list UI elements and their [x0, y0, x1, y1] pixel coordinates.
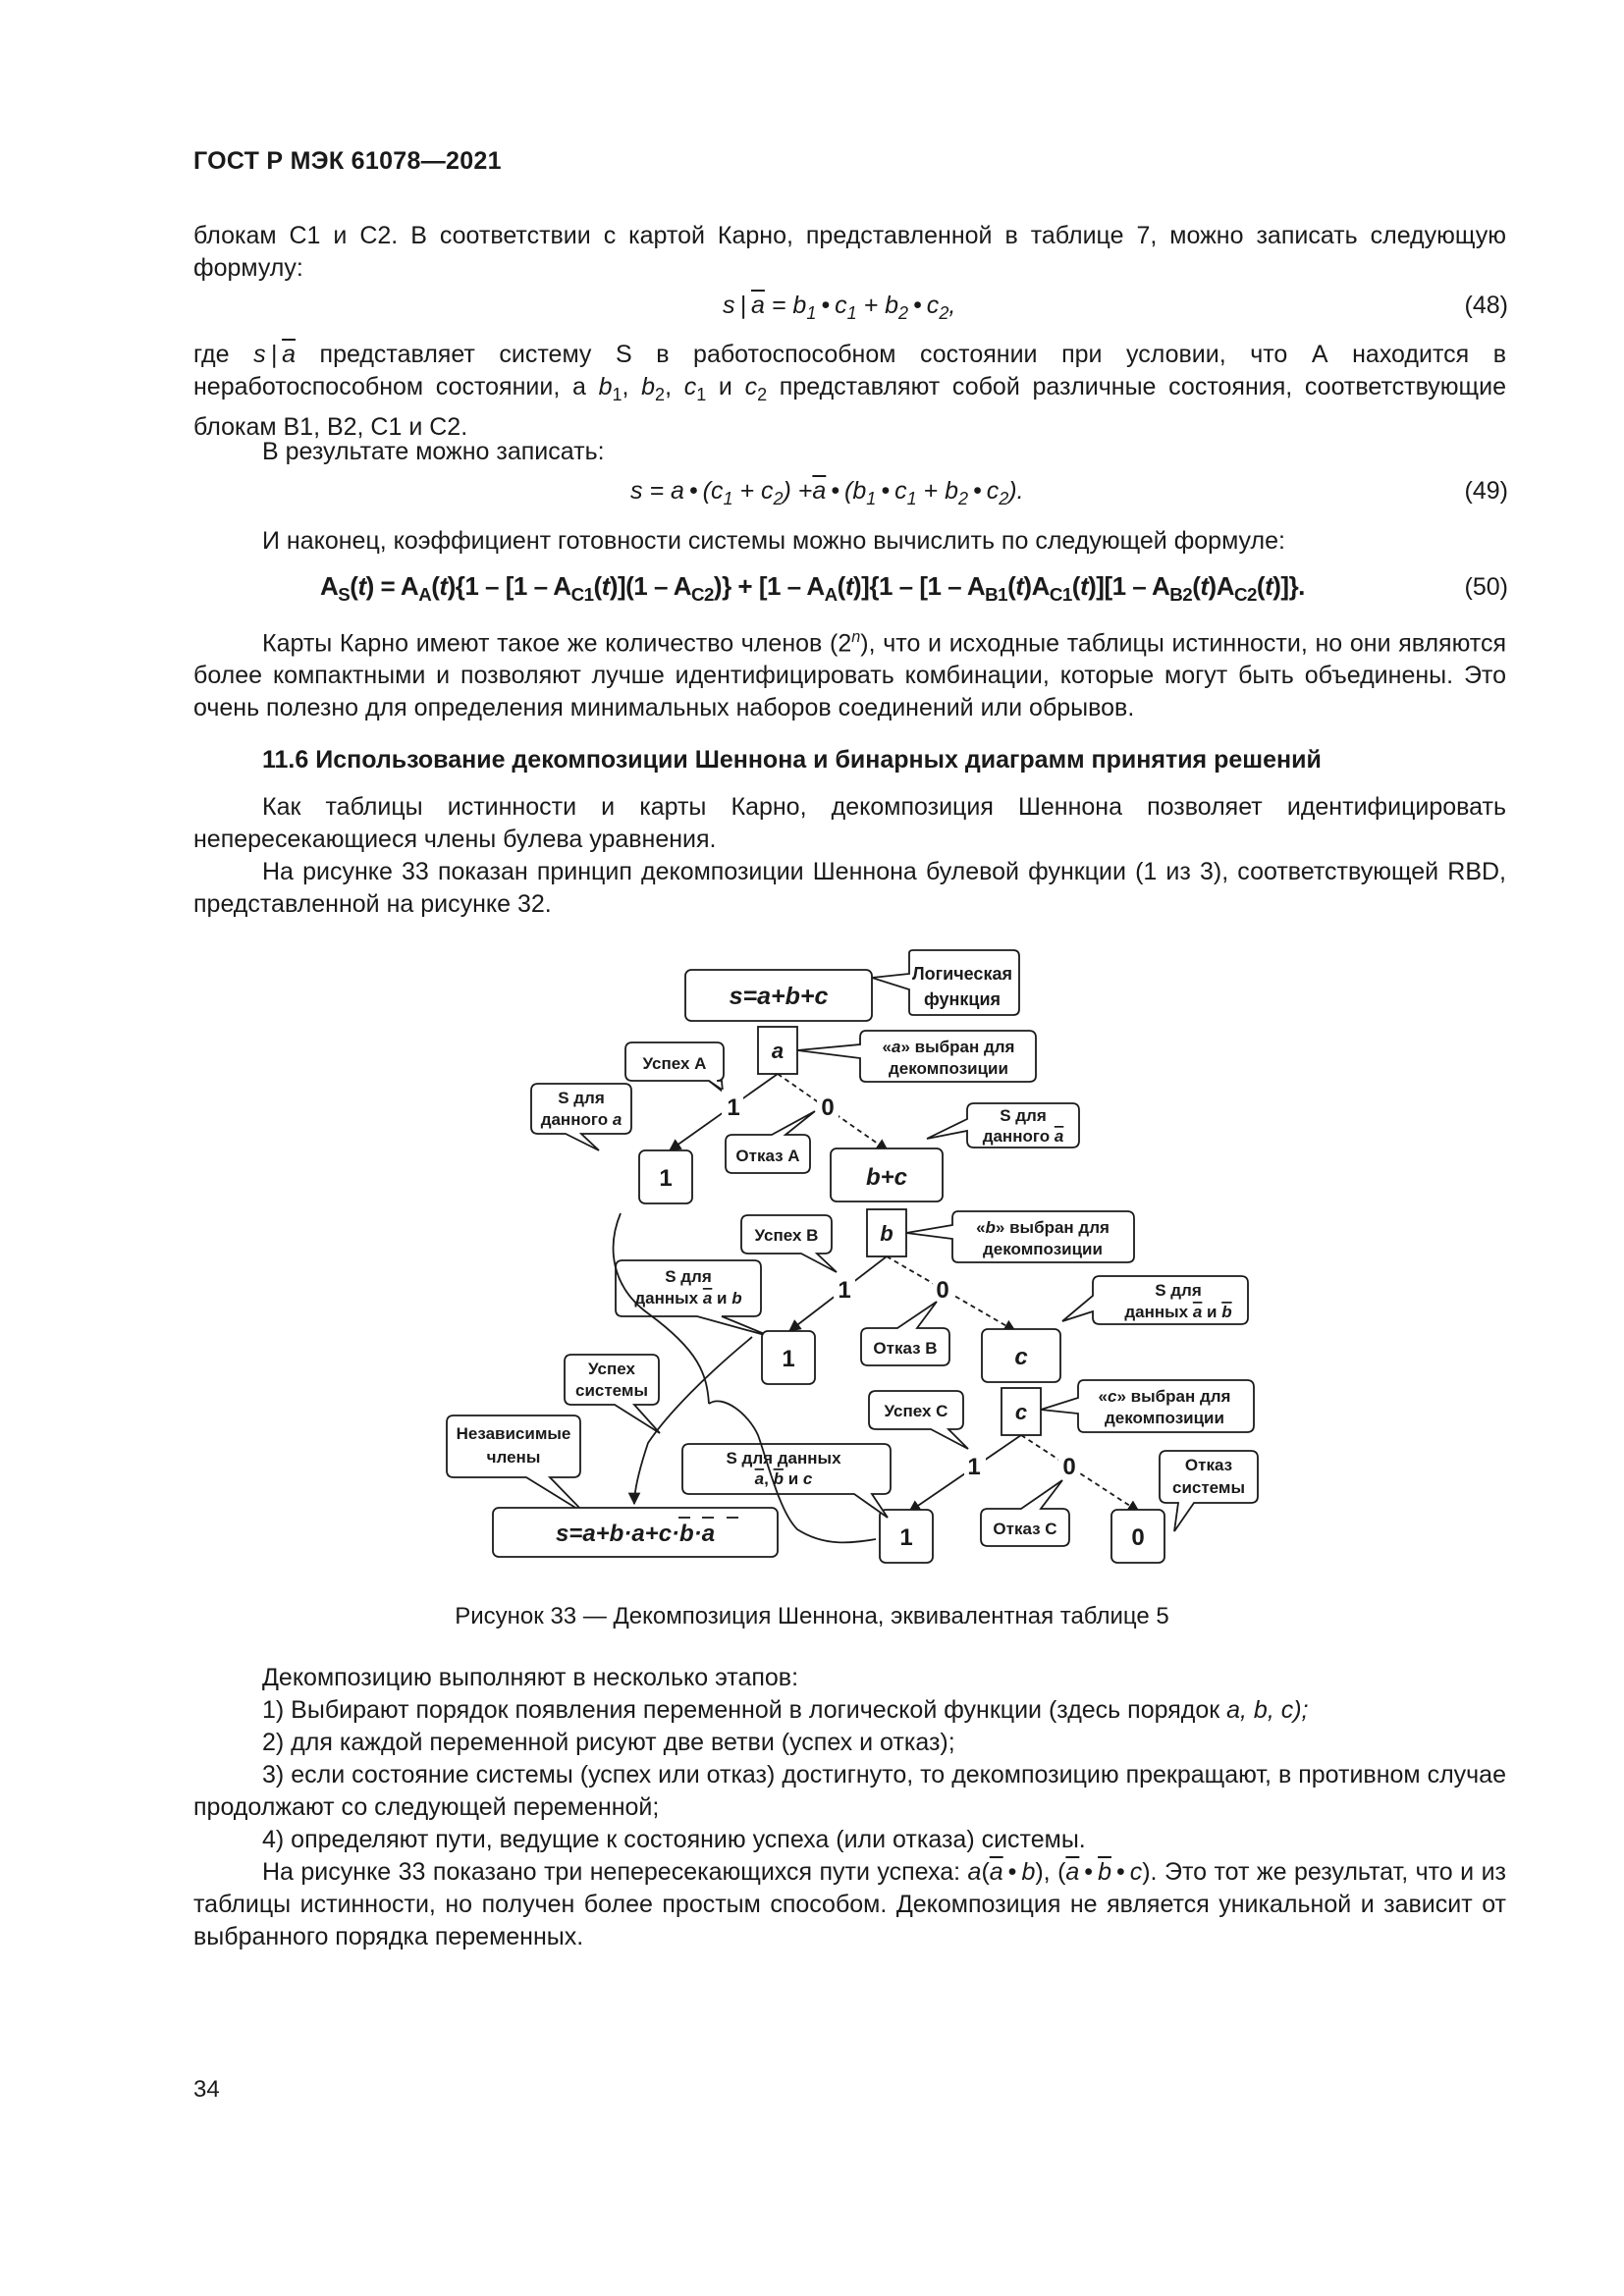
svg-text:Логическая: Логическая [912, 964, 1012, 984]
svg-text:1: 1 [782, 1346, 795, 1372]
svg-text:0: 0 [1131, 1524, 1145, 1551]
svg-text:Отказ А: Отказ А [735, 1147, 800, 1165]
final-paragraph: На рисунке 33 показано три непересекающихся пути успеха: $a(\overline{a}$ • b), ($\overline{a}$ • $\overline{b}$ • c). Это тот же результат, что и из таблицы истинности, но получен более простым способом. Декомпозиция не является уникальной и зависит от выбранного порядка переменных. [193, 1858, 1506, 1950]
callout-s-given-a [531, 1084, 631, 1150]
figure-caption: Рисунок 33 — Декомпозиция Шеннона, эквивалентная таблице 5 [455, 1603, 1169, 1629]
equation-number-50: (50) [1464, 573, 1508, 601]
svg-text:данного a: данного a [982, 1127, 1064, 1146]
svg-text:S для: S для [1155, 1281, 1202, 1300]
node-c-subfunction [982, 1329, 1060, 1382]
callout-s-given-nota-notb [1062, 1276, 1248, 1324]
svg-text:декомпозиции: декомпозиции [983, 1240, 1103, 1258]
root-function-box [685, 970, 872, 1021]
callout-success-a [625, 1042, 731, 1095]
paragraph-3: В результате можно записать: [262, 438, 605, 465]
label-c-1: 1 [967, 1454, 981, 1480]
callout-s-given-not-a [927, 1103, 1079, 1148]
equation-number-48: (48) [1464, 292, 1508, 319]
paragraph-1: блокам С1 и С2. В соответствии с картой Карно, представленной в таблице 7, можно записать следующую формулу: [193, 222, 1506, 282]
svg-text:«b» выбран для: «b» выбран для [976, 1218, 1110, 1237]
svg-text:«c» выбран для: «c» выбран для [1098, 1387, 1231, 1406]
svg-text:Успех В: Успех В [754, 1226, 819, 1245]
svg-text:декомпозиции: декомпозиции [1105, 1409, 1224, 1427]
svg-text:«a» выбран для: «a» выбран для [882, 1038, 1015, 1056]
step-3: 3) если состояние системы (успех или отказ) достигнуто, то декомпозицию прекращают, в противном случае продолжают со следующей переменной; [193, 1761, 1506, 1821]
steps-intro: Декомпозицию выполняют в несколько этапов: [262, 1664, 799, 1691]
label-b-0: 0 [936, 1277, 949, 1304]
callout-s-given-abc [682, 1444, 891, 1518]
svg-text:c: c [1014, 1344, 1028, 1370]
svg-text:s=a+b·a+c·b·a: s=a+b·a+c·b·a [555, 1521, 716, 1547]
result-b-success [762, 1331, 815, 1384]
paragraph-7: На рисунке 33 показан принцип декомпозиции Шеннона булевой функции (1 из 3), соответствующей RBD, представленной на рисунке 32. [193, 858, 1506, 918]
svg-text:c: c [1014, 1400, 1028, 1424]
svg-text:данных a и b: данных a и b [634, 1289, 742, 1308]
svg-text:данного a: данного a [540, 1110, 623, 1129]
callout-success-c [869, 1391, 968, 1449]
label-b-1: 1 [838, 1277, 851, 1304]
svg-text:b+c: b+c [865, 1164, 908, 1191]
svg-text:данных a и b: данных a и b [1124, 1303, 1232, 1321]
equation-49: s = a • $(c_1 + c_2) +\overline{a}$ • ($b_1$ • $c_1 + b_2$ • $c_2$). [630, 477, 1024, 508]
node-b [867, 1209, 906, 1256]
svg-text:системы: системы [1171, 1478, 1246, 1497]
svg-text:s=a+b+c: s=a+b+c [729, 983, 829, 1010]
paragraph-6: Как таблицы истинности и карты Карно, декомпозиция Шеннона позволяет идентифицировать непересекающиеся члены булева уравнения. [193, 793, 1506, 853]
callout-c-chosen [1041, 1380, 1254, 1432]
result-formula-box [493, 1508, 778, 1557]
label-a-1: 1 [727, 1095, 740, 1121]
svg-text:члены: члены [486, 1448, 541, 1467]
svg-text:Успех А: Успех А [642, 1054, 707, 1073]
callout-failure-b [861, 1302, 949, 1365]
step-4: 4) определяют пути, ведущие к состоянию успеха (или отказа) системы. [262, 1826, 1086, 1853]
node-b-plus-c [831, 1148, 943, 1201]
equation-50: $A_S(t) = A_A(t)\{1 - [1 - A_{C1}(t)](1 - A_{C2})\} + [1 - A_A(t)]\{1 - [1 - A_{B1}(t)A_{C1}(t)][1 - A_{B2}(t)A_{C2}(t)]\}$. [320, 571, 1305, 606]
label-a-0: 0 [821, 1095, 835, 1121]
result-system-failure [1111, 1510, 1164, 1563]
svg-text:Отказ В: Отказ В [873, 1339, 938, 1358]
svg-text:S для данных: S для данных [726, 1449, 841, 1468]
svg-text:1: 1 [659, 1165, 673, 1192]
label-c-0: 0 [1062, 1454, 1076, 1480]
svg-text:декомпозиции: декомпозиции [889, 1059, 1008, 1078]
svg-text:S для: S для [665, 1267, 712, 1286]
paragraph-2: где s | $\overline{a}$ представляет систему S в работоспособном состоянии при условии, что А находится в неработоспособном состоянии, а $b_1$, $b_2$, $c_1$ и $c_2$ представляют собой различные состояния, соответствующие блокам В1, В2, С1 и С2. [193, 341, 1506, 441]
svg-text:функция: функция [923, 989, 1001, 1009]
svg-text:S для: S для [1000, 1106, 1047, 1125]
svg-text:Отказ С: Отказ С [993, 1520, 1057, 1538]
svg-text:1: 1 [899, 1524, 913, 1551]
callout-a-chosen [797, 1031, 1036, 1082]
node-a [758, 1027, 797, 1074]
callout-system-failure [1160, 1451, 1258, 1531]
svg-text:Успех: Успех [588, 1360, 635, 1378]
equation-48: s | $\overline{a} = b_1$ • $c_1 + b_2$ • $c_2$, [723, 292, 956, 323]
svg-text:Успех С: Успех С [884, 1402, 948, 1420]
step-1: 1) Выбирают порядок появления переменной в логической функции (здесь порядок a, b, c); [262, 1696, 1309, 1724]
paragraph-4: И наконец, коэффициент готовности системы можно вычислить по следующей формуле: [262, 527, 1285, 555]
section-title: 11.6 Использование декомпозиции Шеннона и бинарных диаграмм принятия решений [262, 746, 1322, 774]
svg-text:b: b [880, 1221, 893, 1246]
callout-logic-function [872, 950, 1019, 1015]
step-2: 2) для каждой переменной рисуют две ветви (успех и отказ); [262, 1729, 955, 1756]
paragraph-5: Карты Карно имеют такое же количество членов (2$^n$), что и исходные таблицы истинности, но они являются более компактными и позволяют лучше идентифицировать комбинации, которые могут быть объединены. Это очень полезно для определения минимальных наборов соединений или обрывов. [193, 628, 1506, 722]
svg-text:S для: S для [558, 1089, 605, 1107]
svg-text:a, b и c: a, b и c [754, 1469, 813, 1488]
node-c [1001, 1388, 1041, 1435]
svg-text:a: a [771, 1039, 785, 1063]
result-a-success [639, 1150, 692, 1203]
svg-text:Независимые: Независимые [456, 1424, 571, 1443]
callout-s-given-nota-b [616, 1260, 772, 1337]
page-number: 34 [193, 2076, 220, 2103]
svg-text:Отказ: Отказ [1184, 1456, 1233, 1474]
equation-number-49: (49) [1464, 477, 1508, 505]
svg-text:системы: системы [574, 1381, 649, 1400]
callout-b-chosen [906, 1211, 1134, 1262]
document-header: ГОСТ Р МЭК 61078—2021 [193, 147, 502, 175]
callout-independent-terms [447, 1415, 585, 1514]
callout-failure-c [981, 1480, 1069, 1546]
